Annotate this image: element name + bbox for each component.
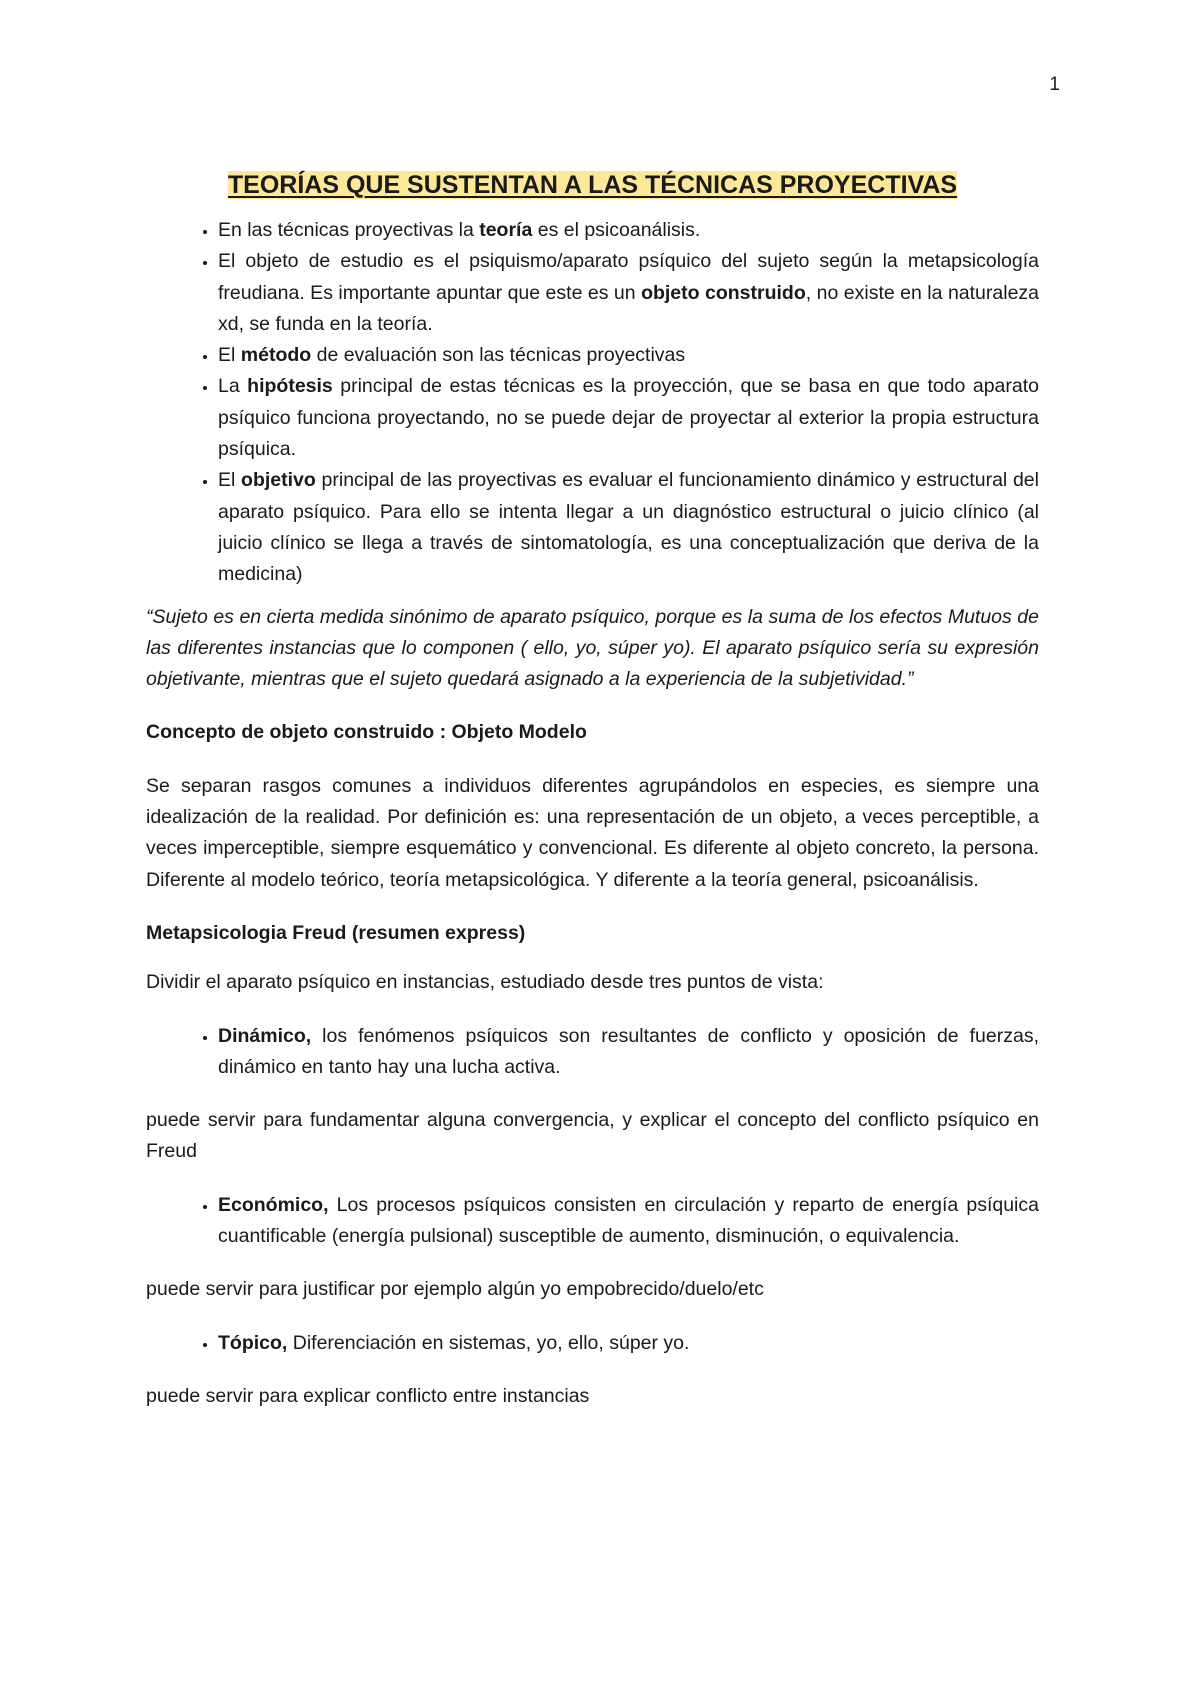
list-item-text: El objeto de estudio es el psiquismo/aparato psíquico del sujeto según la metapsicología freudiana. Es importante apuntar que este es un [218,250,1039,304]
point-list-topico [146,1328,1039,1359]
list-item [218,340,1039,371]
list-item [218,215,1039,246]
paragraph-note-topico: puede servir para explicar conflicto entre instancias [146,1384,590,1407]
list-item-text: En las técnicas proyectivas la [218,219,480,241]
list-item-text: La [218,375,248,398]
list-item-bold: objeto construido [641,281,806,304]
list-item-bold: Dinámico, [218,1024,312,1047]
paragraph-note-dinamico: puede servir para fundamentar alguna convergencia, y explicar el concepto del conflicto psíquico en Freud [146,1109,1039,1163]
list-item-text: , no existe en la naturaleza xd, se funda en la teoría. [218,281,1040,335]
paragraph-metapsicologia-intro: Dividir el aparato psíquico en instancias, estudiado desde tres puntos de vista: [146,971,824,994]
list-item-text: de evaluación son las técnicas proyectivas [311,344,686,367]
list-item-text: principal de las proyectivas es evaluar el funcionamiento dinámico y estructural del aparato psíquico. Para ello se intenta llegar a un diagnóstico estructural o juicio clínico (al juicio clínico se llega a través de sintomatología, es una conceptualización que deriva de la medicina) [218,469,1039,586]
list-item-bold: hipótesis [247,375,333,398]
document-title [146,168,1039,202]
intro-bullet-list [146,215,1039,591]
list-item-text: El [218,469,242,492]
list-item-text: Los procesos psíquicos consisten en circulación y reparto de energía psíquica cuantificable (energía pulsional) susceptible de aumento, disminución, o equivalencia. [218,1193,1039,1248]
list-item-bold: teoría [479,219,533,241]
point-list-economico [146,1190,1039,1253]
quote-paragraph: “Sujeto es en cierta medida sinónimo de aparato psíquico, porque es la suma de los efectos Mutuos de las diferentes instancias que lo componen ( ello, yo, súper yo). El aparato psíquico sería su expresión objetivante, mientras que el sujeto quedará asignado a la experiencia de la subjetividad.” [146,605,1039,691]
document-title-text: TEORÍAS QUE SUSTENTAN A LAS TÉCNICAS PROYECTIVAS [227,171,958,199]
list-item-bold: objetivo [241,469,316,492]
list-item-text: Diferenciación en sistemas, yo, ello, súper yo. [287,1331,690,1354]
paragraph-note-economico: puede servir para justificar por ejemplo algún yo empobrecido/duelo/etc [146,1278,764,1301]
point-list-dinamico [146,1021,1039,1084]
list-item [218,246,1039,340]
list-item [218,465,1039,590]
list-item [218,1190,1039,1253]
list-item-text: principal de estas técnicas es la proyección, que se basa en que todo aparato psíquico funciona proyectando, no se puede dejar de proyectar al exterior la propia estructura psíquica. [218,375,1040,461]
section-heading-metapsicologia: Metapsicologia Freud (resumen express) [146,921,526,944]
list-item-bold: Tópico, [218,1331,288,1354]
list-item-bold: Económico, [218,1193,329,1216]
list-item [218,1021,1039,1084]
list-item-text: es el psicoanálisis. [532,219,701,241]
list-item-text: El [218,344,241,367]
list-item-bold: método [240,344,312,367]
page-number: 1 [1049,74,1060,95]
list-item [218,1328,1039,1359]
list-item [218,371,1039,465]
list-item-text: los fenómenos psíquicos son resultantes de conflicto y oposición de fuerzas, dinámico en tanto hay una lucha activa. [218,1024,1039,1078]
section-heading-objeto-modelo: Concepto de objeto construido : Objeto Modelo [146,721,587,744]
paragraph-objeto-modelo: Se separan rasgos comunes a individuos diferentes agrupándolos en especies, es siempre una idealización de la realidad. Por definición es: una representación de un objeto, a veces perceptible, a veces imperceptible, siempre esquemático y convencional. Es diferente al objeto concreto, la persona. Diferente al modelo teórico, teoría metapsicológica. Y diferente a la teoría general, psicoanálisis. [146,774,1039,891]
document-body [146,168,1039,1412]
